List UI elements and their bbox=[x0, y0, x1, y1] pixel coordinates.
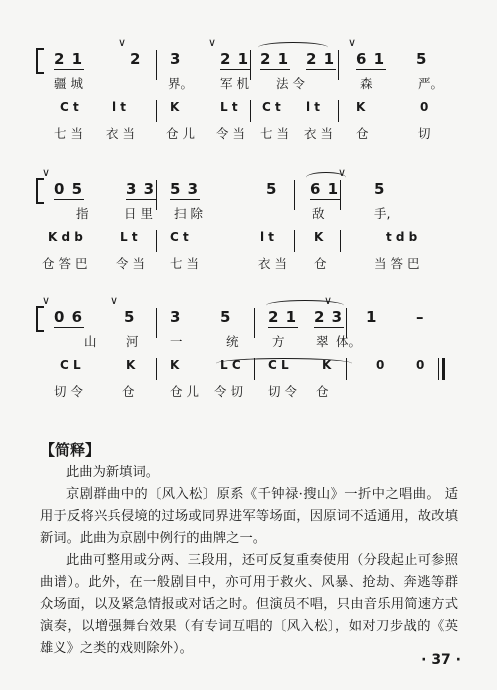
perc-syllable: 七 当 bbox=[170, 256, 199, 271]
perc-syllable: 仓 bbox=[314, 256, 327, 271]
perc-note: 0 bbox=[376, 358, 385, 372]
score-system-2 bbox=[40, 166, 450, 274]
note: – bbox=[416, 308, 425, 326]
perc-note: L t bbox=[220, 100, 238, 114]
breath-mark: ∨ bbox=[348, 36, 357, 49]
perc-syllable: 七 当 bbox=[54, 126, 83, 141]
barline bbox=[254, 358, 255, 380]
perc-note: K bbox=[170, 358, 180, 372]
lyric: 手, bbox=[374, 206, 391, 221]
lyric: 严。 bbox=[418, 76, 444, 91]
barline bbox=[338, 50, 339, 80]
note: 5 bbox=[416, 50, 428, 68]
underline bbox=[356, 69, 386, 70]
note: 5 bbox=[266, 180, 278, 198]
lyric: 界。 bbox=[168, 76, 194, 91]
perc-note: K bbox=[314, 230, 324, 244]
underline bbox=[268, 327, 298, 328]
note: 0 5 bbox=[54, 180, 84, 198]
perc-note: l t bbox=[260, 230, 275, 244]
lyric: 一 bbox=[170, 334, 183, 349]
note: 6 1 bbox=[356, 50, 386, 68]
note: 3 3 bbox=[126, 180, 156, 198]
perc-note: K bbox=[356, 100, 366, 114]
percussion-staff bbox=[40, 352, 450, 402]
note: 2 1 bbox=[54, 50, 84, 68]
percussion-staff bbox=[40, 224, 450, 274]
underline bbox=[170, 199, 200, 200]
underline bbox=[220, 69, 250, 70]
perc-note: 0 bbox=[416, 358, 425, 372]
perc-syllable: 令 当 bbox=[216, 126, 245, 141]
perc-syllable: 衣 当 bbox=[258, 256, 287, 271]
breath-mark: ∨ bbox=[118, 36, 127, 49]
section-heading: 【简释】 bbox=[40, 441, 101, 459]
barline bbox=[156, 230, 157, 252]
underline bbox=[306, 69, 336, 70]
underline bbox=[54, 69, 84, 70]
perc-note: l t bbox=[112, 100, 127, 114]
lyric: 统 bbox=[226, 334, 239, 349]
underline bbox=[54, 327, 84, 328]
lyric: 翠 bbox=[316, 334, 329, 349]
breath-mark: ∨ bbox=[338, 166, 347, 179]
barline bbox=[254, 308, 255, 338]
note: 6 1 bbox=[310, 180, 340, 198]
note: 2 1 bbox=[306, 50, 336, 68]
barline bbox=[340, 180, 341, 210]
perc-syllable: 切 bbox=[418, 126, 431, 141]
lyric: 河 bbox=[126, 334, 139, 349]
perc-note: K bbox=[322, 358, 332, 372]
perc-note: C t bbox=[170, 230, 189, 244]
perc-syllable: 仓 bbox=[316, 384, 329, 399]
perc-note: K bbox=[126, 358, 136, 372]
perc-note: C L bbox=[60, 358, 81, 372]
breath-mark: ∨ bbox=[324, 294, 333, 307]
barline bbox=[156, 100, 157, 122]
melody-staff bbox=[40, 166, 450, 224]
perc-note: K bbox=[170, 100, 180, 114]
lyric: 方 bbox=[272, 334, 285, 349]
score-system-1 bbox=[40, 36, 450, 144]
perc-note: C t bbox=[262, 100, 281, 114]
perc-note: 0 bbox=[420, 100, 429, 114]
note: 3 bbox=[170, 50, 182, 68]
barline bbox=[294, 230, 295, 252]
perc-syllable: 七 当 bbox=[260, 126, 289, 141]
lyric: 日 里 bbox=[124, 206, 153, 221]
perc-note: C t bbox=[60, 100, 79, 114]
note: 2 1 bbox=[220, 50, 250, 68]
lyric: 疆 城 bbox=[54, 76, 83, 91]
underline bbox=[126, 199, 156, 200]
barline bbox=[156, 180, 157, 210]
perc-syllable: 衣 当 bbox=[106, 126, 135, 141]
perc-note: t d b bbox=[386, 230, 418, 244]
breath-mark: ∨ bbox=[42, 166, 51, 179]
perc-note: K d b bbox=[48, 230, 83, 244]
final-barline bbox=[438, 358, 439, 380]
perc-syllable: 仓 答 巴 bbox=[42, 256, 88, 271]
percussion-staff bbox=[40, 94, 450, 144]
paragraph: 京剧群曲中的〔风入松〕原系《千钟禄·搜山》一折中之唱曲。 适用于反将兴兵侵境的过场或同界进军等场面，因原词不适通用，故改填新词。此曲为京剧中例行的曲牌之一。 bbox=[40, 487, 458, 546]
perc-syllable: 当 答 巴 bbox=[374, 256, 420, 271]
perc-note: C L bbox=[268, 358, 289, 372]
note: 5 3 bbox=[170, 180, 200, 198]
breath-mark: ∨ bbox=[42, 294, 51, 307]
note: 2 1 bbox=[268, 308, 298, 326]
barline bbox=[346, 358, 347, 380]
perc-syllable: 仓 儿 bbox=[170, 384, 199, 399]
note: 5 bbox=[124, 308, 136, 326]
paragraph: 此曲为新填词。 bbox=[66, 465, 160, 480]
underline bbox=[314, 327, 344, 328]
underline bbox=[54, 199, 84, 200]
underline bbox=[310, 199, 340, 200]
note: 2 bbox=[130, 50, 142, 68]
melody-staff bbox=[40, 294, 450, 352]
barline bbox=[340, 230, 341, 252]
underline bbox=[260, 69, 290, 70]
perc-syllable: 切 令 bbox=[54, 384, 83, 399]
perc-syllable: 仓 bbox=[356, 126, 369, 141]
perc-note: L C bbox=[220, 358, 241, 372]
lyric: 敌 bbox=[312, 206, 325, 221]
lyric: 法 令 bbox=[276, 76, 305, 91]
barline bbox=[156, 50, 157, 80]
perc-syllable: 令 当 bbox=[116, 256, 145, 271]
lyric: 体。 bbox=[336, 334, 362, 349]
perc-note: L t bbox=[120, 230, 138, 244]
perc-syllable: 衣 当 bbox=[304, 126, 333, 141]
note: 1 bbox=[366, 308, 378, 326]
breath-mark: ∨ bbox=[110, 294, 119, 307]
barline bbox=[250, 50, 251, 80]
lyric: 军 机 bbox=[220, 76, 249, 91]
note: 5 bbox=[220, 308, 232, 326]
lyric: 山 bbox=[84, 334, 97, 349]
perc-syllable: 令 切 bbox=[214, 384, 243, 399]
page-number: · 37 · bbox=[421, 652, 461, 668]
melody-staff bbox=[40, 36, 450, 94]
barline bbox=[294, 180, 295, 210]
note: 2 1 bbox=[260, 50, 290, 68]
note: 5 bbox=[374, 180, 386, 198]
breath-mark: ∨ bbox=[208, 36, 217, 49]
perc-note: l t bbox=[306, 100, 321, 114]
paragraph: 此曲可整用或分两、三段用，还可反复重奏使用（分段起止可参照曲谱）。此外，在一般剧目中，亦可用于救火、风暴、抢劫、奔逃等群众场面，以及紧急情报或对话之时。但演员不唱，只由音乐用简速方式演奏，以增强舞台效果（有专词互唱的〔风入松〕，如对刀步战的《英雄义》之类的戏则除外）。 bbox=[40, 553, 458, 656]
lyric: 森 bbox=[360, 76, 373, 91]
lyric: 扫 除 bbox=[174, 206, 203, 221]
barline bbox=[250, 100, 251, 122]
perc-syllable: 仓 儿 bbox=[166, 126, 195, 141]
barline bbox=[338, 100, 339, 122]
note: 2 3 bbox=[314, 308, 344, 326]
note: 0 6 bbox=[54, 308, 84, 326]
note: 3 bbox=[170, 308, 182, 326]
barline bbox=[156, 308, 157, 338]
score-system-3 bbox=[40, 294, 450, 402]
barline bbox=[156, 358, 157, 380]
lyric: 指 bbox=[76, 206, 89, 221]
perc-syllable: 仓 bbox=[122, 384, 135, 399]
perc-syllable: 切 令 bbox=[268, 384, 297, 399]
